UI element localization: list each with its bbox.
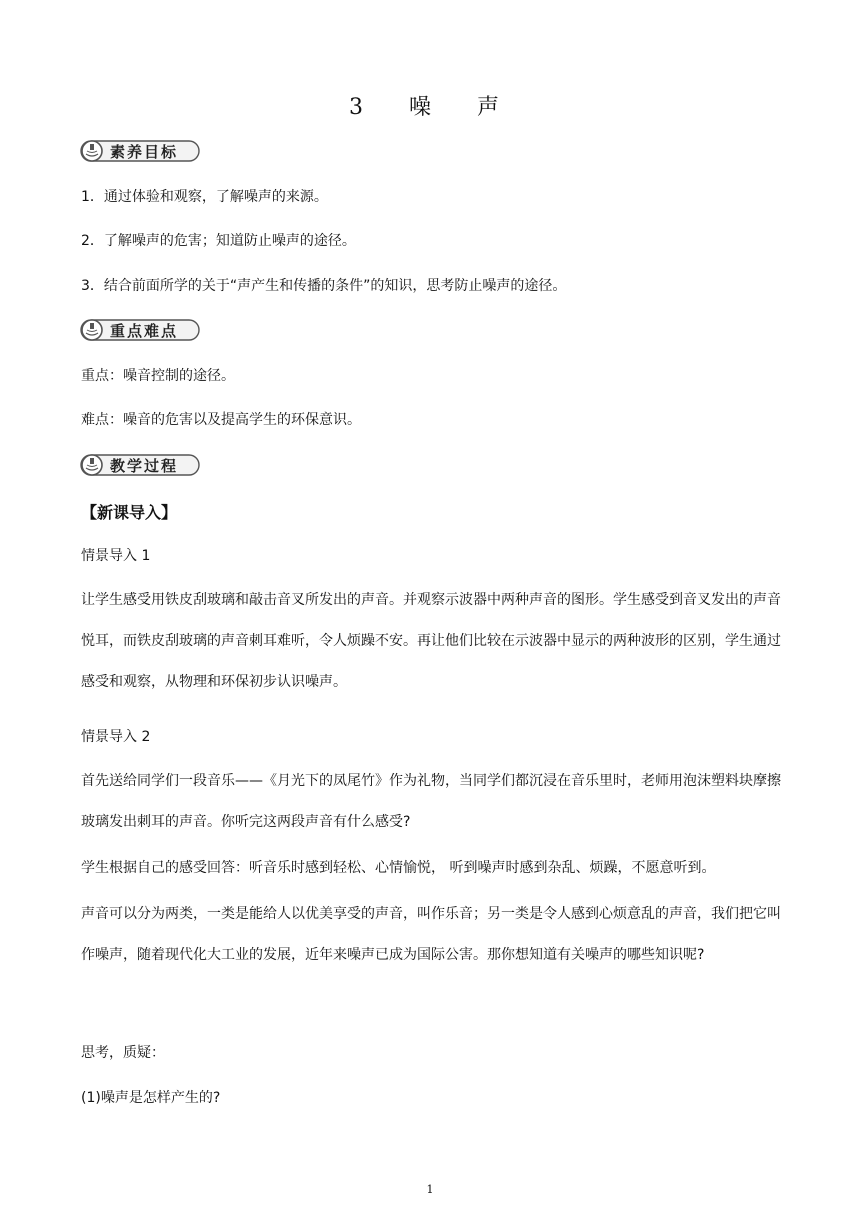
section-badge-goals	[80, 139, 200, 163]
key-point: 重点：噪音控制的途径。	[81, 368, 235, 384]
think-label: 思考，质疑：	[81, 1045, 165, 1061]
student-answer-paragraph: 学生根据自己的感受回答：听音乐时感到轻松、心情愉悦， 听到噪声时感到杂乱、烦躁，不愿意听到。	[81, 860, 716, 876]
section-badge-label: 素养目标	[110, 143, 179, 161]
section-badge-process	[80, 453, 200, 477]
goal-item-1: 1．通过体验和观察，了解噪声的来源。	[81, 189, 328, 205]
scene1-label: 情景导入 1	[81, 548, 151, 564]
scene1-paragraph: 让学生感受用铁皮刮玻璃和敲击音叉所发出的声音。并观察示波器中两种声音的图形。学生感受到音叉发出的声音悦耳，而铁皮刮玻璃的声音刺耳难听，令人烦躁不安。再让他们比较在示波器中显示的两种波形的区别，学生通过感受和观察，从物理和环保初步认识噪声。	[81, 592, 781, 690]
intro-heading: 【新课导入】	[81, 503, 178, 522]
page-title: 3 噪 声	[349, 95, 511, 120]
section-badge-label: 教学过程	[110, 457, 179, 475]
sound-types-paragraph: 声音可以分为两类，一类是能给人以优美享受的声音，叫作乐音；另一类是令人感到心烦意乱的声音，我们把它叫作噪声，随着现代化大工业的发展，近年来噪声已成为国际公害。那你想知道有关噪声的哪些知识呢?	[81, 906, 781, 963]
page-number: 1	[426, 1183, 434, 1196]
question-1: (1)噪声是怎样产生的?	[81, 1090, 221, 1106]
section-badge-keypoints	[80, 318, 200, 342]
goal-item-2: 2．了解噪声的危害；知道防止噪声的途径。	[81, 233, 356, 249]
goal-item-3: 3．结合前面所学的关于“声产生和传播的条件”的知识，思考防止噪声的途径。	[81, 278, 567, 294]
section-badge-label: 重点难点	[110, 322, 179, 340]
scene2-label: 情景导入 2	[81, 729, 151, 745]
difficulty-point: 难点：噪音的危害以及提高学生的环保意识。	[81, 412, 361, 428]
scene2-paragraph: 首先送给同学们一段音乐——《月光下的凤尾竹》作为礼物，当同学们都沉浸在音乐里时，老师用泡沫塑料块摩擦玻璃发出刺耳的声音。你听完这两段声音有什么感受?	[81, 773, 781, 830]
